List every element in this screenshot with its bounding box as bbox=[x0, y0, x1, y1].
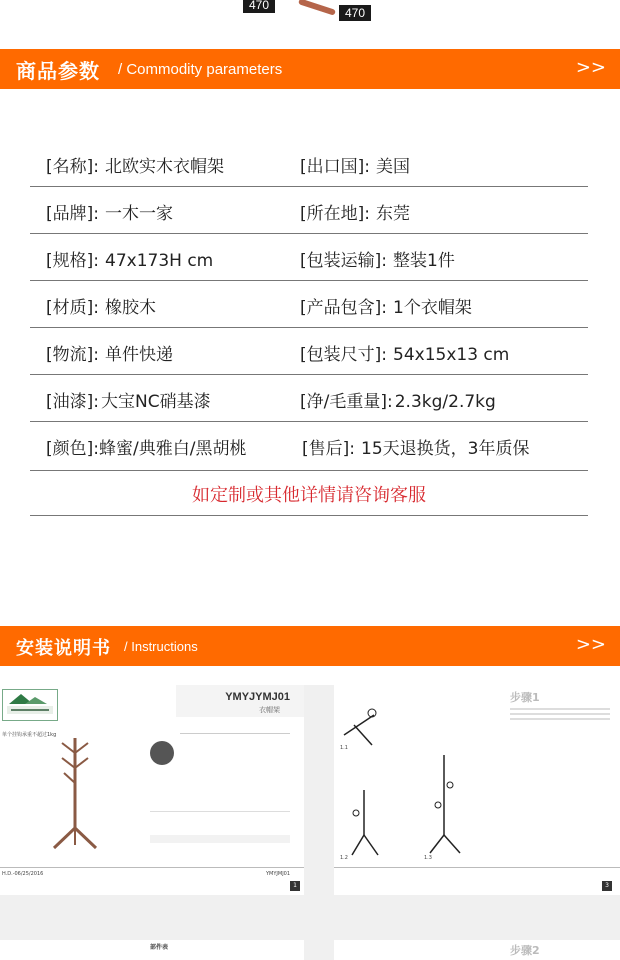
section-banner-parameters bbox=[0, 49, 620, 89]
step-label: 1.3 bbox=[424, 855, 432, 861]
param-right: [所在地]: 东莞 bbox=[300, 204, 410, 224]
section-title-en: / Commodity parameters bbox=[118, 61, 283, 78]
revision-date: H.D.-06/25/2016 bbox=[2, 871, 44, 877]
page-number: 3 bbox=[602, 881, 612, 891]
step-notes bbox=[510, 705, 610, 727]
param-row bbox=[30, 375, 588, 422]
manual-cover-page bbox=[0, 685, 304, 895]
custom-order-notice: 如定制或其他详情请咨询客服 bbox=[30, 471, 588, 516]
manual-step2-page bbox=[334, 940, 620, 960]
param-left: [名称]: 北欧实木衣帽架 bbox=[46, 157, 224, 177]
param-right: [出口国]: 美国 bbox=[300, 157, 410, 177]
step-label: 1.2 bbox=[340, 855, 348, 861]
load-note: 单个挂钩承重不超过1kg bbox=[2, 732, 57, 738]
param-left: [材质]: 橡胶木 bbox=[46, 298, 156, 318]
param-row bbox=[30, 187, 588, 234]
page-number: 1 bbox=[290, 881, 300, 891]
chevron-right-icon: >> bbox=[575, 57, 606, 78]
section-title-cn: 安装说明书 bbox=[16, 638, 111, 659]
dimension-label-left: 470 bbox=[243, 0, 275, 13]
param-row bbox=[30, 281, 588, 328]
step-title: 步骤2 bbox=[510, 944, 540, 957]
step-title: 步骤1 bbox=[510, 691, 540, 704]
assembly-diagram bbox=[424, 745, 484, 855]
purchase-info-line bbox=[150, 797, 290, 812]
product-subtitle: 衣帽架 bbox=[259, 706, 280, 714]
product-code: YMYJYMJ01 bbox=[225, 691, 290, 703]
section-title-cn: 商品参数 bbox=[16, 59, 100, 83]
param-right: [净/毛重量]: 2.3kg/2.7kg bbox=[300, 392, 496, 412]
section-banner-instructions bbox=[0, 626, 620, 666]
param-left: [规格]: 47x173H cm bbox=[46, 251, 214, 271]
chevron-right-icon: >> bbox=[575, 634, 606, 655]
param-left: [颜色]:蜂蜜/典雅白/黑胡桃 bbox=[46, 439, 247, 459]
manual-parts-page bbox=[0, 940, 304, 960]
param-right: [售后]: 15天退换货，3年质保 bbox=[302, 439, 530, 459]
step-label: 1.1 bbox=[340, 745, 348, 751]
footer-divider bbox=[0, 867, 304, 868]
param-right: [包装尺寸]: 54x15x13 cm bbox=[300, 345, 510, 365]
parts-title: 部件表 bbox=[150, 944, 169, 951]
coat-rack-illustration bbox=[40, 733, 110, 853]
param-row bbox=[30, 140, 588, 187]
brand-logo bbox=[2, 689, 58, 721]
manual-step1-page bbox=[334, 685, 620, 895]
param-row bbox=[30, 328, 588, 375]
param-right: [包装运输]: 整装1件 bbox=[300, 251, 455, 271]
dimension-label-right: 470 bbox=[339, 5, 371, 21]
param-right: [产品包含]: 1个衣帽架 bbox=[300, 298, 472, 318]
footer-divider bbox=[334, 867, 620, 868]
parameters-table bbox=[30, 140, 588, 516]
param-left: [品牌]: 一木一家 bbox=[46, 204, 173, 224]
footer-code: YMYJMJ01 bbox=[266, 871, 291, 877]
param-left: [油漆]: 大宝NC硝基漆 bbox=[46, 392, 211, 412]
param-row bbox=[30, 234, 588, 281]
warning-line bbox=[150, 835, 290, 843]
param-row bbox=[30, 422, 588, 471]
param-left: [物流]: 单件快递 bbox=[46, 345, 173, 365]
hand-stop-icon bbox=[150, 741, 174, 765]
welcome-text-block bbox=[180, 733, 290, 774]
coat-rack-leg bbox=[298, 0, 336, 16]
section-title-en: / Instructions bbox=[124, 639, 198, 654]
instruction-manual-preview bbox=[0, 685, 620, 960]
